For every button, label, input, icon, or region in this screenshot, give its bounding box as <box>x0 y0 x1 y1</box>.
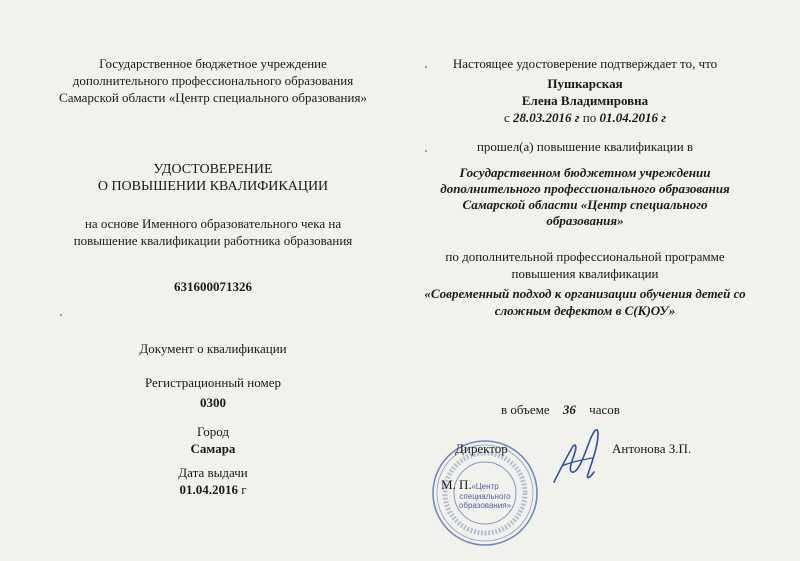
seal-place-label: М. П. <box>441 477 472 492</box>
institution-italic-line-1: Государственном бюджетном учреждении <box>459 165 711 180</box>
scan-speck <box>425 66 427 68</box>
certificate-number: 631600071326 <box>174 279 252 294</box>
basis-line-2: повышение квалификации работника образования <box>73 233 353 248</box>
institution-italic-line-4: образования» <box>546 213 624 228</box>
city: Самара <box>190 441 236 456</box>
director-label: Директор <box>455 441 508 456</box>
basis-line-1: на основе Именного образовательного чека на <box>84 216 342 231</box>
stamp-line-2: специального <box>459 491 511 501</box>
volume-row <box>501 403 620 418</box>
recipient-surname: Пушкарская <box>547 76 623 91</box>
institution-line-2: дополнительного профессионального образования <box>72 73 354 88</box>
director-name: Антонова З.П. <box>612 441 692 456</box>
program-title-line-2: сложным дефектом в С(К)ОУ» <box>494 303 676 318</box>
program-intro-line-2: повышения квалификации <box>511 266 659 281</box>
volume-unit: часов <box>589 402 620 417</box>
institution-italic-line-2: дополнительного профессионального образования <box>440 181 730 196</box>
qualification-document-label: Документ о квалификации <box>139 341 287 356</box>
confirms-text: Настоящее удостоверение подтверждает то, что <box>452 56 718 71</box>
registration-number-label: Регистрационный номер <box>145 375 281 390</box>
issue-date-suffix: г <box>241 482 247 497</box>
institution-line-1: Государственное бюджетное учреждение <box>99 56 327 71</box>
period-to: 01.04.2016 г <box>599 110 667 125</box>
issue-date: 01.04.2016 <box>179 482 238 497</box>
city-label: Город <box>196 424 230 439</box>
volume-label: в объеме <box>501 402 550 417</box>
program-intro-line-1: по дополнительной профессиональной программе <box>445 249 725 264</box>
issue-date-label: Дата выдачи <box>178 465 248 480</box>
recipient-name: Елена Владимировна <box>521 93 649 108</box>
registration-number: 0300 <box>200 395 226 410</box>
document-title-line-1: УДОСТОВЕРЕНИЕ <box>153 162 273 177</box>
stamp-line-1: «Центр <box>471 482 499 491</box>
period-to-prefix: по <box>582 110 597 125</box>
scan-speck <box>60 314 62 316</box>
training-period <box>420 111 750 126</box>
stamp-line-3: образования» <box>458 501 512 511</box>
institution-italic-line-3: Самарской области «Центр специального <box>462 197 708 212</box>
issue-date-row <box>48 483 378 498</box>
institution-line-3: Самарской области «Центр специального образования» <box>59 90 367 105</box>
volume-hours: 36 <box>562 402 576 417</box>
period-from: 28.03.2016 г <box>512 110 580 125</box>
period-from-prefix: с <box>503 110 510 125</box>
director-signature <box>548 422 610 492</box>
passed-training-text: прошел(а) повышение квалификации в <box>476 139 694 154</box>
program-title-line-1: «Современный подход к организации обучения детей со <box>424 286 746 301</box>
document-title-line-2: О ПОВЫШЕНИИ КВАЛИФИКАЦИИ <box>97 179 329 194</box>
scan-speck <box>425 150 427 152</box>
